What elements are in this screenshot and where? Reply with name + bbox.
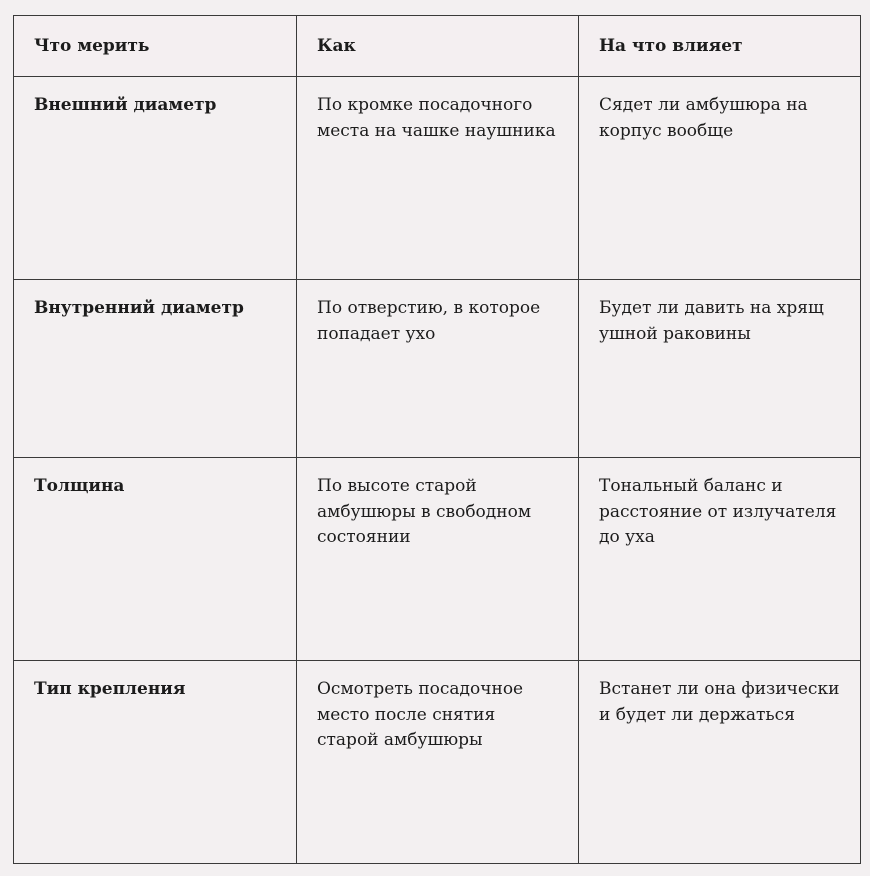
how-cell: Осмотреть посадочное место после снятия старой амбушюры [297, 661, 579, 864]
header-row [14, 16, 861, 77]
parameter-cell: Внутренний диаметр [14, 280, 297, 458]
parameter-cell: Тип крепления [14, 661, 297, 864]
table-body [14, 77, 861, 864]
affects-cell: Сядет ли амбушюра на корпус вообще [579, 77, 861, 280]
how-cell: По отверстию, в которое попадает ухо [297, 280, 579, 458]
affects-cell: Встанет ли она физически и будет ли держаться [579, 661, 861, 864]
how-cell: По кромке посадочного места на чашке наушника [297, 77, 579, 280]
measurement-table [13, 15, 861, 864]
table-row [14, 458, 861, 661]
affects-cell: Будет ли давить на хрящ ушной раковины [579, 280, 861, 458]
table-header [14, 16, 861, 77]
parameter-cell: Толщина [14, 458, 297, 661]
table-row [14, 661, 861, 864]
table-row [14, 280, 861, 458]
affects-cell: Тональный баланс и расстояние от излучателя до уха [579, 458, 861, 661]
header-how: Как [297, 16, 579, 77]
parameter-cell: Внешний диаметр [14, 77, 297, 280]
table-row [14, 77, 861, 280]
header-what-it-affects: На что влияет [579, 16, 861, 77]
how-cell: По высоте старой амбушюры в свободном состоянии [297, 458, 579, 661]
header-what-to-measure: Что мерить [14, 16, 297, 77]
